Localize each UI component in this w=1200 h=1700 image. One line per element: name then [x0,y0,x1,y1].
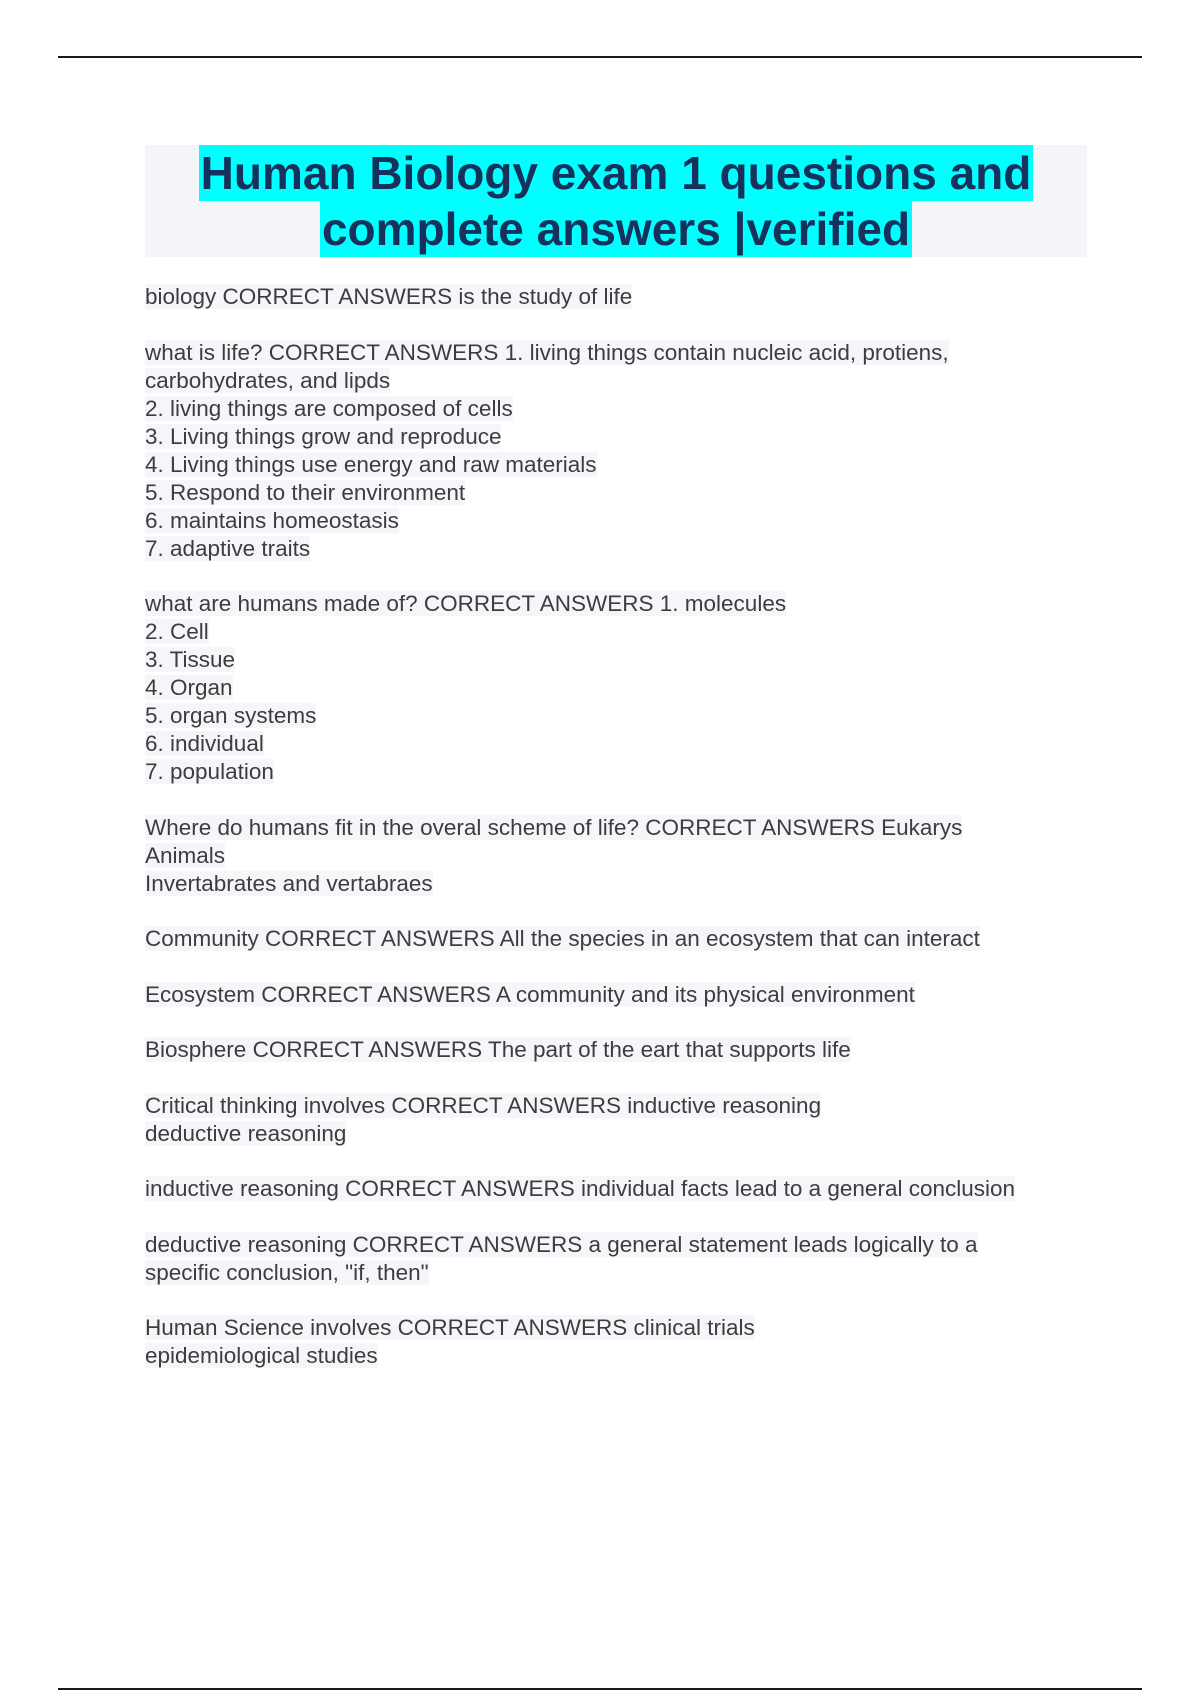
qa-text: Ecosystem CORRECT ANSWERS A community and its physical environment [145,981,915,1007]
qa-list [145,283,1145,1398]
qa-text: Animals [145,842,226,868]
qa-text: Invertabrates and vertabraes [145,870,433,896]
qa-text: Where do humans fit in the overal scheme of life? CORRECT ANSWERS Eukarys [145,814,963,840]
qa-entry [145,1175,1145,1203]
qa-entry [145,925,1145,953]
qa-text: what are humans made of? CORRECT ANSWERS 1. molecules [145,591,787,616]
qa-text: Critical thinking involves CORRECT ANSWERS inductive reasoning [145,1092,822,1118]
qa-text: biology CORRECT ANSWERS is the study of life [145,284,633,309]
qa-line [145,1231,1145,1259]
qa-line [145,981,1145,1009]
qa-text: 2. living things are composed of cells [145,395,513,421]
qa-text: Human Science involves CORRECT ANSWERS clinical trials [145,1315,755,1340]
qa-entry [145,1231,1145,1287]
qa-text: 2. Cell [145,619,209,644]
qa-text: deductive reasoning CORRECT ANSWERS a general statement leads logically to a [145,1231,978,1257]
qa-entry [145,283,1145,311]
qa-text: 3. Tissue [145,647,236,672]
qa-text: 5. organ systems [145,703,317,728]
qa-line [145,367,1145,395]
qa-text: 3. Living things grow and reproduce [145,423,502,449]
qa-line [145,339,1145,367]
qa-line [145,507,1145,535]
qa-text: Biosphere CORRECT ANSWERS The part of the eart that supports life [145,1037,851,1062]
qa-text: inductive reasoning CORRECT ANSWERS individual facts lead to a general conclusion [145,1176,1016,1201]
qa-text: what is life? CORRECT ANSWERS 1. living things contain nucleic acid, protiens, [145,339,949,365]
qa-line [145,479,1145,507]
qa-text: Community CORRECT ANSWERS All the species in an ecosystem that can interact [145,926,980,951]
qa-line [145,870,1145,898]
qa-entry [145,590,1145,786]
document-title [145,145,1087,257]
qa-line [145,1175,1145,1203]
qa-entry [145,1092,1145,1148]
qa-line [145,842,1145,870]
qa-line [145,925,1145,953]
qa-text: 4. Living things use energy and raw materials [145,451,597,477]
qa-entry [145,1036,1145,1064]
qa-line [145,730,1145,758]
qa-entry [145,814,1145,898]
qa-text: 7. adaptive traits [145,535,311,561]
qa-text: deductive reasoning [145,1120,347,1146]
qa-text: 4. Organ [145,675,233,700]
qa-line [145,1036,1145,1064]
qa-line [145,758,1145,786]
qa-text: 7. population [145,759,274,784]
qa-line [145,1120,1145,1148]
qa-text: specific conclusion, "if, then" [145,1259,429,1285]
qa-line [145,395,1145,423]
qa-line [145,1259,1145,1287]
qa-line [145,646,1145,674]
qa-entry [145,981,1145,1009]
qa-text: 6. maintains homeostasis [145,507,399,533]
qa-line [145,618,1145,646]
qa-text: 6. individual [145,731,264,756]
footer-rule [58,1688,1142,1690]
qa-line [145,1092,1145,1120]
qa-line [145,451,1145,479]
qa-line [145,1342,1145,1370]
qa-line [145,283,1145,311]
qa-line [145,423,1145,451]
qa-line [145,814,1145,842]
qa-entry [145,1314,1145,1370]
qa-entry [145,339,1145,563]
header-rule [58,56,1142,58]
title-line-2: complete answers |verified [321,203,911,255]
qa-line [145,1314,1145,1342]
qa-line [145,590,1145,618]
qa-line [145,702,1145,730]
qa-text: carbohydrates, and lipds [145,367,391,393]
title-line-1: Human Biology exam 1 questions and [200,147,1032,199]
qa-text: 5. Respond to their environment [145,479,466,505]
qa-line [145,535,1145,563]
qa-text: epidemiological studies [145,1343,378,1368]
qa-line [145,674,1145,702]
